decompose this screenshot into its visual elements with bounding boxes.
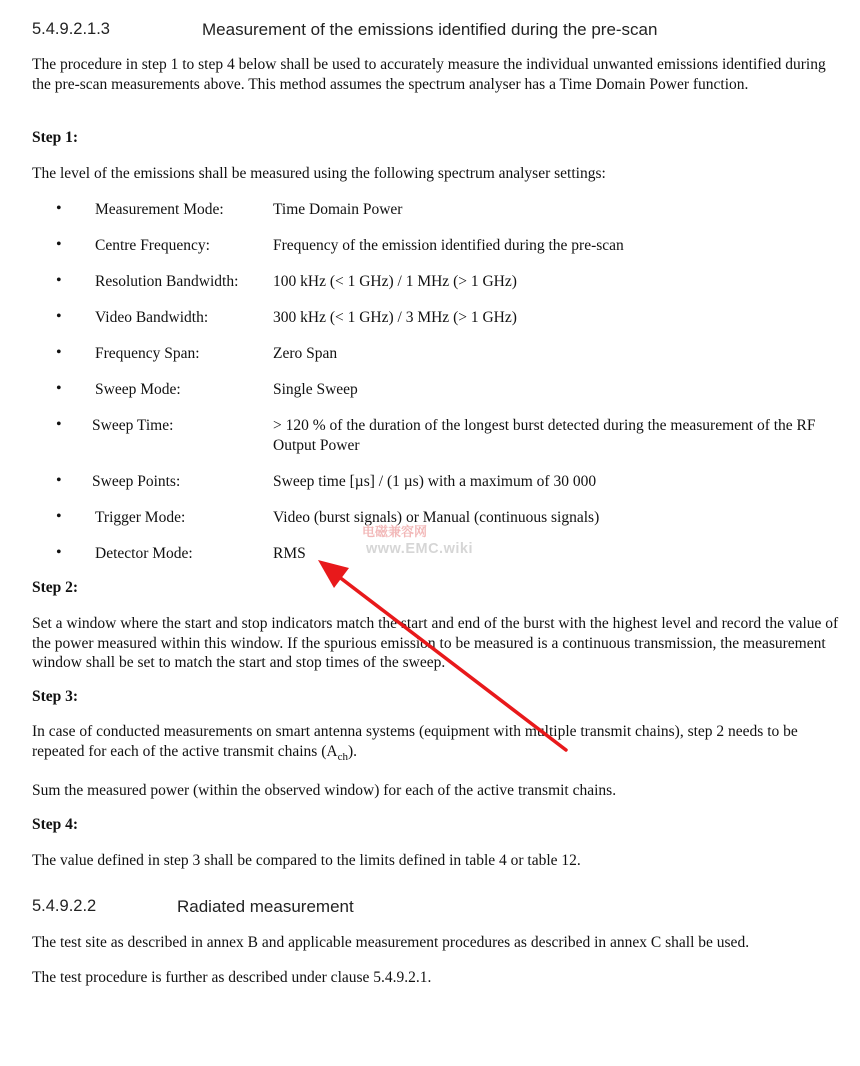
setting-label: Sweep Time: (92, 417, 174, 434)
setting-label: Measurement Mode: (95, 201, 224, 218)
section2-number: 5.4.9.2.2 (32, 897, 97, 915)
step2-text: Set a window where the start and stop indicators match the start and end of the burst with the highest level and record the value of the power measured within this window. If the spurious emission to be measured is a continuous transmission, the measurement window shall be set to match the start and stop times of the sweep. (32, 615, 839, 671)
section2-title: Radiated measurement (177, 897, 354, 916)
setting-value: Sweep time [µs] / (1 µs) with a maximum of 30 000 (273, 473, 597, 490)
watermark-cn: 电磁兼容网 (362, 524, 428, 539)
bullet-icon: • (56, 272, 62, 289)
step3-sum-text: Sum the measured power (within the observed window) for each of the active transmit chains. (32, 782, 617, 799)
step1-heading: Step 1: (32, 129, 79, 146)
bullet-icon: • (56, 308, 62, 325)
setting-label: Video Bandwidth: (95, 309, 209, 326)
bullet-icon: • (56, 472, 62, 489)
setting-label: Sweep Mode: (95, 381, 181, 398)
setting-value: RMS (273, 545, 306, 562)
setting-value: > 120 % of the duration of the longest burst detected during the measurement of the RF Output Power (273, 417, 816, 454)
setting-label: Frequency Span: (95, 345, 200, 362)
bullet-icon: • (56, 236, 62, 253)
section-number: 5.4.9.2.1.3 (32, 20, 110, 38)
setting-value: Time Domain Power (273, 201, 403, 218)
bullet-icon: • (56, 544, 62, 561)
step3-subscript: ch (337, 750, 348, 763)
bullet-icon: • (56, 200, 62, 217)
section2-para2: The test procedure is further as described under clause 5.4.9.2.1. (32, 969, 432, 986)
setting-label: Trigger Mode: (95, 509, 186, 526)
setting-label: Detector Mode: (95, 545, 193, 562)
setting-value: Single Sweep (273, 381, 358, 398)
step2-heading: Step 2: (32, 579, 79, 596)
setting-label: Sweep Points: (92, 473, 181, 490)
setting-value: 300 kHz (< 1 GHz) / 3 MHz (> 1 GHz) (273, 309, 517, 326)
step4-heading: Step 4: (32, 816, 79, 833)
step3-heading: Step 3: (32, 688, 79, 705)
setting-value: Zero Span (273, 345, 338, 362)
setting-value: 100 kHz (< 1 GHz) / 1 MHz (> 1 GHz) (273, 273, 517, 290)
setting-value: Frequency of the emission identified during the pre-scan (273, 237, 624, 254)
step3-text-end: ). (347, 742, 357, 760)
arrow-icon (318, 560, 566, 750)
step4-text: The value defined in step 3 shall be compared to the limits defined in table 4 or table 12. (32, 852, 581, 869)
section-title: Measurement of the emissions identified during the pre-scan (202, 20, 658, 39)
setting-label: Resolution Bandwidth: (95, 273, 239, 290)
setting-label: Centre Frequency: (95, 237, 210, 254)
bullet-icon: • (56, 416, 62, 433)
section2-para1: The test site as described in annex B and applicable measurement procedures as described in annex C shall be used. (32, 934, 750, 951)
step1-text: The level of the emissions shall be measured using the following spectrum analyser settings: (32, 165, 606, 182)
step3-text-main: In case of conducted measurements on smart antenna systems (equipment with multiple transmit chains), step 2 needs to be repeated for each of the active transmit chains (A (32, 723, 798, 760)
watermark-url: www.EMC.wiki (366, 541, 473, 557)
bullet-icon: • (56, 344, 62, 361)
intro-paragraph: The procedure in step 1 to step 4 below shall be used to accurately measure the individual unwanted emissions identified during the pre-scan measurements above. This method assumes the spectrum analyser has a Time Domain Power function. (32, 56, 826, 93)
setting-value: Video (burst signals) or Manual (continuous signals) (273, 509, 600, 526)
bullet-icon: • (56, 508, 62, 525)
bullet-icon: • (56, 380, 62, 397)
